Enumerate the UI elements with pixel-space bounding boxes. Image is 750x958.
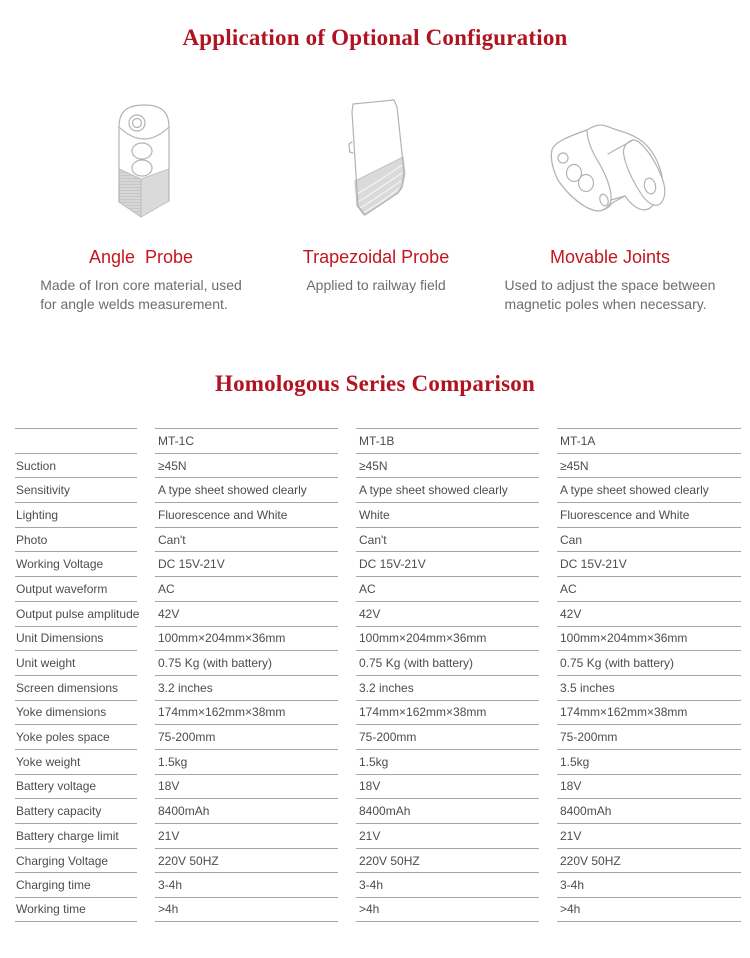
spec-value: DC 15V-21V [557, 551, 741, 576]
spec-label: Working time [15, 897, 137, 922]
feature-title: Angle Probe [88, 247, 194, 267]
table-row [15, 502, 741, 527]
table-row [15, 477, 741, 502]
angle-probe-icon [106, 99, 176, 219]
table-row [15, 724, 741, 749]
spec-value: 174mm×162mm×38mm [356, 700, 539, 725]
spec-label: Lighting [15, 502, 137, 527]
spec-value: 8400mAh [557, 798, 741, 823]
spec-value: 3-4h [155, 872, 338, 897]
page-title-comparison: Homologous Series Comparison [215, 371, 535, 396]
spec-value: 3-4h [557, 872, 741, 897]
spec-value: >4h [356, 897, 539, 922]
spec-value: 75-200mm [356, 724, 539, 749]
table-row [15, 527, 741, 552]
spec-value: 0.75 Kg (with battery) [557, 650, 741, 675]
spec-value: White [356, 502, 539, 527]
spec-value: ≥45N [356, 453, 539, 478]
feature-description [306, 276, 445, 295]
spec-value: 42V [356, 601, 539, 626]
spec-label: Yoke weight [15, 749, 137, 774]
description-line: magnetic poles when necessary. [504, 296, 707, 312]
spec-value: 8400mAh [155, 798, 338, 823]
spec-value: 3.5 inches [557, 675, 741, 700]
spec-value: AC [557, 576, 741, 601]
spec-value: >4h [155, 897, 338, 922]
model-name: MT-1B [356, 428, 539, 453]
spec-value: 1.5kg [155, 749, 338, 774]
spec-label: Output pulse amplitude [15, 601, 137, 626]
table-row [15, 650, 741, 675]
spec-value: 174mm×162mm×38mm [155, 700, 338, 725]
spec-value: 3.2 inches [356, 675, 539, 700]
spec-value: 21V [557, 823, 741, 848]
description-line: for angle welds measurement. [40, 296, 228, 312]
spec-value: 3.2 inches [155, 675, 338, 700]
page-title-application: Application of Optional Configuration [182, 25, 568, 50]
angle-probe-illustration [106, 94, 176, 219]
spec-value: 100mm×204mm×36mm [557, 626, 741, 651]
spec-value: AC [356, 576, 539, 601]
spec-value: 1.5kg [356, 749, 539, 774]
spec-value: Fluorescence and White [155, 502, 338, 527]
spec-value: A type sheet showed clearly [155, 477, 338, 502]
spec-value: 18V [155, 774, 338, 799]
movable-joints-icon [540, 114, 680, 224]
spec-value: 0.75 Kg (with battery) [155, 650, 338, 675]
spec-value: 75-200mm [155, 724, 338, 749]
spec-label: Battery voltage [15, 774, 137, 799]
spec-value: ≥45N [557, 453, 741, 478]
spec-label: Output waveform [15, 576, 137, 601]
spec-value: DC 15V-21V [155, 551, 338, 576]
spec-label: Unit weight [15, 650, 137, 675]
feature-trapezoidal-probe [282, 94, 470, 314]
feature-title: Movable Joints [549, 247, 671, 267]
feature-title: Trapezoidal Probe [302, 247, 450, 267]
spec-value: 75-200mm [557, 724, 741, 749]
spec-label: Charging time [15, 872, 137, 897]
spec-value: ≥45N [155, 453, 338, 478]
spec-label: Working Voltage [15, 551, 137, 576]
table-row [15, 601, 741, 626]
spec-label: Battery charge limit [15, 823, 137, 848]
spec-value: 220V 50HZ [356, 848, 539, 873]
description-line: Applied to railway field [306, 277, 446, 293]
spec-label: Suction [15, 453, 137, 478]
description-line: Used to adjust the space between [504, 277, 716, 293]
spec-value: 8400mAh [356, 798, 539, 823]
spec-value: DC 15V-21V [356, 551, 539, 576]
spec-value: 18V [557, 774, 741, 799]
spec-value: 3-4h [356, 872, 539, 897]
table-row [15, 823, 741, 848]
spec-label: Photo [15, 527, 137, 552]
spec-value: Can't [356, 527, 539, 552]
spec-label: Yoke dimensions [15, 700, 137, 725]
spec-value: Can [557, 527, 741, 552]
model-name: MT-1A [557, 428, 741, 453]
spec-value: 1.5kg [557, 749, 741, 774]
table-row [15, 897, 741, 922]
features-row [0, 94, 750, 314]
spec-label: Unit Dimensions [15, 626, 137, 651]
table-row [15, 700, 741, 725]
feature-description [40, 276, 242, 314]
spec-value: Fluorescence and White [557, 502, 741, 527]
table-corner-cell [15, 428, 137, 453]
table-row [15, 848, 741, 873]
table-row [15, 626, 741, 651]
description-line: Made of Iron core material, used [40, 277, 242, 293]
spec-label: Charging Voltage [15, 848, 137, 873]
table-row [15, 774, 741, 799]
spec-value: AC [155, 576, 338, 601]
spec-value: 21V [155, 823, 338, 848]
feature-angle-probe [0, 94, 282, 314]
spec-value: A type sheet showed clearly [557, 477, 741, 502]
table-header-row [15, 428, 741, 453]
spec-value: 0.75 Kg (with battery) [356, 650, 539, 675]
spec-value: 21V [356, 823, 539, 848]
spec-value: 18V [356, 774, 539, 799]
spec-value: 42V [557, 601, 741, 626]
model-name: MT-1C [155, 428, 338, 453]
table-row [15, 551, 741, 576]
spec-label: Battery capacity [15, 798, 137, 823]
spec-value: 174mm×162mm×38mm [557, 700, 741, 725]
spec-label: Sensitivity [15, 477, 137, 502]
spec-value: A type sheet showed clearly [356, 477, 539, 502]
comparison-table [15, 428, 741, 922]
feature-movable-joints [470, 94, 750, 314]
table-row [15, 872, 741, 897]
spec-value: 100mm×204mm×36mm [356, 626, 539, 651]
spec-value: 220V 50HZ [155, 848, 338, 873]
spec-value: 220V 50HZ [557, 848, 741, 873]
table-row [15, 576, 741, 601]
table-row [15, 749, 741, 774]
spec-value: 100mm×204mm×36mm [155, 626, 338, 651]
table-row [15, 453, 741, 478]
spec-label: Yoke poles space [15, 724, 137, 749]
spec-value: 42V [155, 601, 338, 626]
spec-label: Screen dimensions [15, 675, 137, 700]
spec-value: >4h [557, 897, 741, 922]
movable-joints-illustration [540, 94, 680, 219]
feature-description [505, 276, 716, 314]
trapezoidal-probe-icon [331, 94, 421, 224]
table-row [15, 798, 741, 823]
trapezoidal-probe-illustration [331, 94, 421, 219]
table-row [15, 675, 741, 700]
spec-value: Can't [155, 527, 338, 552]
